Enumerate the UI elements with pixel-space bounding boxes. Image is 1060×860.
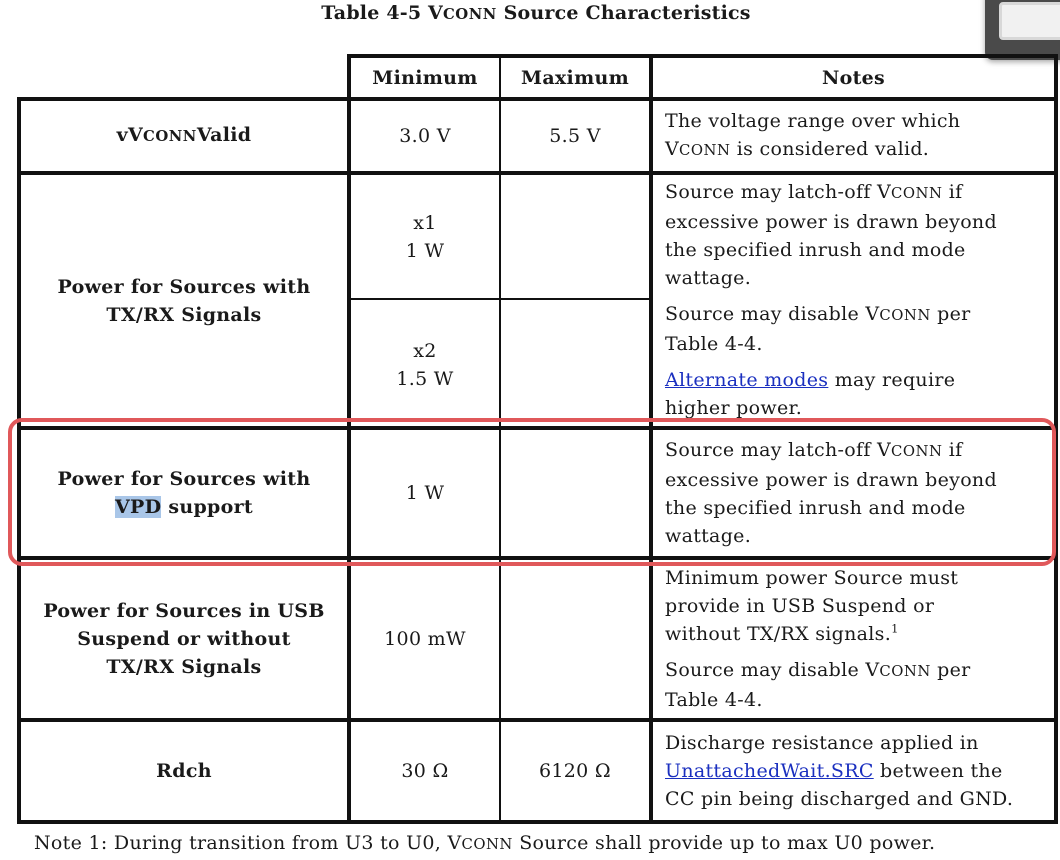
header-minimum-label: Minimum bbox=[372, 66, 478, 89]
param-rdch-label: Rdch bbox=[156, 760, 212, 782]
param-suspend-line1: Power for Sources in USB bbox=[43, 600, 325, 622]
notes-txrx-note3-line2: higher power. bbox=[665, 397, 803, 419]
param-txrx-line1: Power for Sources with bbox=[57, 275, 311, 298]
caption-small-caps: CONN bbox=[443, 6, 497, 23]
param-vconn-valid-prefix: vV bbox=[116, 124, 144, 146]
header-maximum bbox=[501, 58, 649, 97]
min-rdch-value: 30 Ω bbox=[401, 760, 449, 782]
notes-suspend-note2-line2: Table 4-4. bbox=[665, 689, 763, 711]
caption-prefix: Table 4-5 V bbox=[321, 2, 444, 24]
notes-vconn-valid-line2-suffix: is considered valid. bbox=[730, 138, 930, 160]
param-vpd-line1: Power for Sources with bbox=[57, 468, 311, 490]
notes-vconn-valid-line2-prefix: V bbox=[665, 138, 680, 160]
notes-vpd-line4: wattage. bbox=[665, 525, 752, 547]
notes-txrx-note2-line2: Table 4-4. bbox=[665, 333, 763, 355]
min-txrx-x1-label: x1 bbox=[413, 211, 437, 234]
min-txrx-x1-value: 1 W bbox=[405, 239, 445, 262]
notes-txrx-note1-line4: wattage. bbox=[665, 267, 752, 289]
min-txrx-x2 bbox=[351, 300, 499, 426]
max-vconn-valid-value: 5.5 V bbox=[549, 125, 601, 147]
notes-suspend-line1: Minimum power Source must bbox=[665, 567, 959, 589]
min-txrx-x1 bbox=[351, 175, 499, 298]
header-maximum-label: Maximum bbox=[520, 66, 629, 89]
notes-vpd-suffix: if bbox=[942, 439, 963, 461]
notes-txrx-note3-line1 bbox=[665, 366, 955, 394]
min-suspend bbox=[351, 560, 499, 718]
header-notes bbox=[653, 58, 1054, 97]
param-vconn-valid-label bbox=[117, 121, 252, 151]
caption-suffix: Source Characteristics bbox=[496, 2, 751, 24]
footnote bbox=[34, 832, 935, 854]
notes-txrx-note1-small: CONN bbox=[891, 185, 943, 202]
param-vpd-line2-rest: support bbox=[161, 496, 253, 518]
notes-txrx-note3-rest: may require bbox=[828, 369, 956, 391]
border-table-bottom bbox=[17, 820, 1058, 824]
notes-vpd-line3: the specified inrush and mode bbox=[665, 497, 966, 519]
notes-suspend-note2-prefix: Source may disable V bbox=[665, 659, 880, 681]
notes-suspend-note2-line1 bbox=[665, 656, 971, 686]
param-txrx-line2: TX/RX Signals bbox=[106, 303, 262, 326]
notes-vpd-small: CONN bbox=[891, 443, 943, 460]
footnote-ref: 1 bbox=[891, 621, 899, 636]
notes-txrx-note2-prefix: Source may disable V bbox=[665, 303, 880, 325]
param-suspend-line2: Suspend or without bbox=[77, 628, 291, 650]
notes-suspend-note2-suffix: per bbox=[930, 659, 971, 681]
table-caption bbox=[0, 2, 1060, 24]
min-txrx-x2-label: x2 bbox=[413, 340, 437, 362]
notes-txrx-note2-small: CONN bbox=[879, 307, 931, 324]
notes-suspend-line3 bbox=[665, 620, 899, 648]
footnote-prefix: Note 1: During transition from U3 to U0, V bbox=[34, 832, 462, 854]
notes-txrx-note2-line1 bbox=[665, 300, 971, 330]
header-notes-label: Notes bbox=[821, 66, 886, 89]
param-rdch bbox=[21, 722, 347, 820]
max-vconn-valid bbox=[501, 101, 649, 171]
header-minimum bbox=[351, 58, 499, 97]
notes-txrx-note1-suffix: if bbox=[942, 181, 963, 203]
min-rdch bbox=[351, 722, 499, 820]
max-suspend bbox=[501, 560, 649, 718]
min-vpd-value: 1 W bbox=[405, 482, 445, 504]
footnote-small-caps: CONN bbox=[461, 836, 513, 853]
notes-vconn-valid-line1: The voltage range over which bbox=[665, 110, 961, 132]
notes-txrx bbox=[653, 178, 1054, 426]
alternate-modes-link[interactable]: Alternate modes bbox=[665, 369, 829, 391]
notes-vconn-valid bbox=[653, 101, 1054, 171]
param-vconn-valid bbox=[21, 101, 347, 171]
footnote-suffix: Source shall provide up to max U0 power. bbox=[512, 832, 936, 854]
notes-vpd-prefix: Source may latch-off V bbox=[665, 439, 892, 461]
notes-rdch-line2-rest: between the bbox=[873, 760, 1003, 782]
notes-suspend-line2: provide in USB Suspend or bbox=[665, 595, 935, 617]
notes-txrx-note1-prefix: Source may latch-off V bbox=[665, 181, 892, 203]
notes-rdch-line2 bbox=[665, 757, 1003, 785]
notes-txrx-note1-line2: excessive power is drawn beyond bbox=[665, 211, 997, 233]
notes-txrx-note1-line3: the specified inrush and mode bbox=[665, 239, 966, 261]
notes-vconn-valid-line2 bbox=[665, 135, 929, 165]
min-txrx-x2-value: 1.5 W bbox=[396, 368, 454, 390]
param-vconn-valid-suffix: Valid bbox=[196, 124, 252, 146]
vpd-selected-text[interactable]: VPD bbox=[115, 496, 162, 518]
highlight-box-vpd-row bbox=[8, 418, 1056, 566]
notes-suspend-line3-text: without TX/RX signals. bbox=[665, 623, 892, 645]
notes-vconn-valid-line2-small: CONN bbox=[679, 142, 731, 159]
max-rdch bbox=[501, 722, 649, 820]
param-txrx bbox=[21, 175, 347, 426]
unattached-wait-src-link[interactable]: UnattachedWait.SRC bbox=[665, 760, 874, 782]
notes-txrx-note2-suffix: per bbox=[930, 303, 971, 325]
notes-vpd-line2: excessive power is drawn beyond bbox=[665, 469, 997, 491]
notes-rdch-line3: CC pin being discharged and GND. bbox=[665, 788, 1014, 810]
notes-suspend bbox=[653, 560, 1054, 718]
notes-suspend-note2-small: CONN bbox=[879, 663, 931, 680]
min-vconn-valid bbox=[351, 101, 499, 171]
param-suspend-line3: TX/RX Signals bbox=[106, 656, 262, 678]
min-vconn-valid-value: 3.0 V bbox=[399, 125, 451, 147]
notes-rdch-line1: Discharge resistance applied in bbox=[665, 732, 979, 754]
notes-rdch bbox=[653, 722, 1054, 820]
notes-txrx-note1-line1 bbox=[665, 178, 963, 208]
param-vconn-valid-small: CONN bbox=[143, 128, 197, 145]
param-suspend bbox=[21, 560, 347, 718]
min-suspend-value: 100 mW bbox=[384, 628, 466, 650]
max-rdch-value: 6120 Ω bbox=[539, 760, 611, 782]
